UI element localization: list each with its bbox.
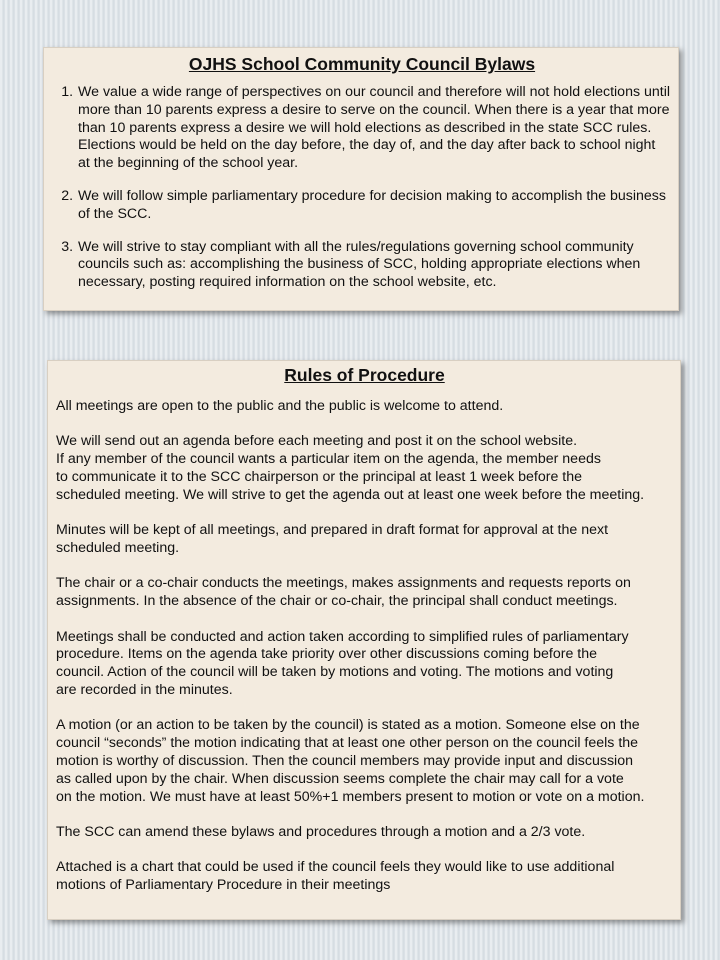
procedure-paragraph: All meetings are open to the public and the public is welcome to attend. <box>56 398 504 414</box>
procedure-paragraph: We will send out an agenda before each meeting and post it on the school website. If any member of the council wants a particular item on the agenda, the member needs to communicate it to the SCC chairperson or the principal at least 1 week before the scheduled meeting. We will strive to get the agenda out at least one week before the meeting. <box>56 433 645 503</box>
procedure-paragraph: The SCC can amend these bylaws and procedures through a motion and a 2/3 vote. <box>56 823 586 840</box>
procedure-body <box>56 398 673 895</box>
procedure-paragraph: Meetings shall be conducted and action taken according to simplified rules of parliamentary procedure. Items on the agenda take priority over other discussions coming before the council. Action of the council will be taken by motions and voting. The motions and voting are recorded in the minutes. <box>56 628 629 698</box>
bylaw-item: 3. We will strive to stay compliant with all the rules/regulations governing school community councils such as: accomplishing the business of SCC, holding appropriate elections when necessary, posting required information on the school website, etc. <box>77 239 671 292</box>
procedure-title: Rules of Procedure <box>284 365 445 385</box>
bylaws-title: OJHS School Community Council Bylaws <box>188 54 536 74</box>
procedure-paragraph: Minutes will be kept of all meetings, and prepared in draft format for approval at the next scheduled meeting. <box>56 522 609 556</box>
bylaw-item: 2. We will follow simple parliamentary procedure for decision making to accomplish the business of the SCC. <box>77 188 671 224</box>
bylaws-list <box>53 84 671 292</box>
procedure-paragraph: Attached is a chart that could be used if the council feels they would like to use additional motions of Parliamentary Procedure in their meetings <box>56 859 615 894</box>
bylaws-panel <box>43 47 679 311</box>
procedure-paragraph: The chair or a co-chair conducts the meetings, makes assignments and requests reports on assignments. In the absence of the chair or co-chair, the principal shall conduct meetings. <box>56 575 631 610</box>
procedure-paragraph: A motion (or an action to be taken by the council) is stated as a motion. Someone else on the council “seconds” the motion indicating that at least one other person on the council feels the motion is worthy of discussion. Then the council members may provide input and discussion as called upon by the chair. When discussion seems complete the chair may call for a vote on the motion. We must have at least 50%+1 members present to motion or vote on a motion. <box>56 717 645 805</box>
bylaw-item: 1. We value a wide range of perspectives on our council and therefore will not hold elections until more than 10 parents express a desire to serve on the council. When there is a year that more than 10 parents express a desire we will hold elections as described in the state SCC rules. Elections would be held on the day before, the day of, and the day after back to school night at the beginning of the school year. <box>77 84 671 173</box>
procedure-panel <box>47 360 681 920</box>
